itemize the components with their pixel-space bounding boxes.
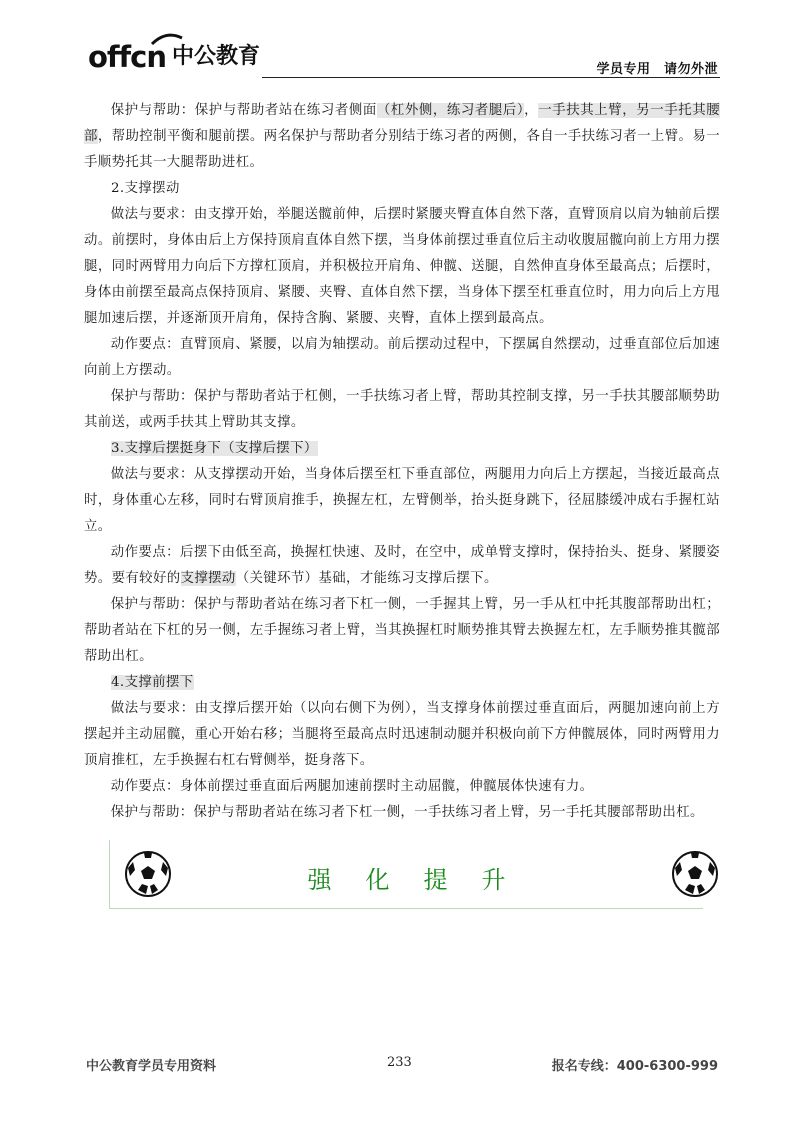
paragraph-protection-2: 保护与帮助：保护与帮助者站于杠侧，一手扶练习者上臂，帮助其控制支撑，另一手扶其腰部顺势助其前送，或两手扶其上臂助其支撑。 xyxy=(84,389,720,430)
heading-text: 2.支撑摆动 xyxy=(111,181,180,196)
highlighted-text: 支撑摆动 xyxy=(180,571,236,586)
logo-arc-icon xyxy=(150,32,184,46)
section-heading-2 xyxy=(84,176,720,202)
paragraph-keypoints-3 xyxy=(84,540,720,592)
page-number: 233 xyxy=(387,1055,412,1070)
document-body xyxy=(84,98,720,826)
banner-title: 强化提升 xyxy=(307,866,540,894)
text-run: 动作要点：后摆下由低至高，换握杠快速、及时，在空中，成单臂支撑时，保持抬头、挺身、紧腰姿势。要有较好的 xyxy=(84,545,720,586)
section-heading-3 xyxy=(84,436,720,462)
text-run: ， xyxy=(524,103,539,118)
paragraph-protection-1 xyxy=(84,98,720,176)
heading-text: 4.支撑前摆下 xyxy=(111,675,194,690)
offcn-logo xyxy=(88,42,260,72)
paragraph-keypoints-4: 动作要点：身体前摆过垂直面后两腿加速前摆时主动屈髋，伸髋展体快速有力。 xyxy=(110,779,594,794)
section-heading-4 xyxy=(84,670,720,696)
text-run: 保护与帮助：保护与帮助者站在练习者侧面 xyxy=(110,103,377,118)
paragraph-method-2: 做法与要求：由支撑开始，举腿送髋前伸，后摆时紧腰夹臀直体自然下落，直臂顶肩以肩为轴前后摆动。前摆时，身体由后上方保持顶肩直体自然下摆，当身体前摆过垂直位后主动收腹屈髋向前上方用力摆腿，同时两臂用力向后下方撑杠顶肩，并积极拉开肩角、伸髋、送腿，自然伸直身体至最高点；后摆时，身体由前摆至最高点保持顶肩、紧腰、夹臀、直体自然下摆，当身体下摆至杠垂直位时，用力向后上方甩腿加速后摆，并逐渐顶开肩角，保持含胸、紧腰、夹臀，直体上摆到最高点。 xyxy=(84,207,720,326)
logo-wordmark: offcn xyxy=(88,40,166,74)
text-run: （关键环节）基础，才能练习支撑后摆下。 xyxy=(235,571,498,586)
footer-hotline: 报名专线：400-6300-999 xyxy=(551,1059,718,1074)
section-banner xyxy=(109,840,703,909)
header-tag: 学员专用 请勿外泄 xyxy=(596,62,718,77)
logo-chinese: 中公教育 xyxy=(172,44,261,69)
paragraph-keypoints-2: 动作要点：直臂顶肩、紧腰，以肩为轴摆动。前后摆动过程中，下摆属自然摆动，过垂直部位后加速向前上方摆动。 xyxy=(84,337,720,378)
paragraph-method-3: 做法与要求：从支撑摆动开始，当身体后摆至杠下垂直部位，两腿用力向后上方摆起，当接近最高点时，身体重心左移，同时右臂顶肩推手，换握左杠，左臂侧举，抬头挺身跳下，径屈膝缓冲成右手握杠站立。 xyxy=(84,467,720,534)
paragraph-method-4: 做法与要求：由支撑后摆开始（以向右侧下为例），当支撑身体前摆过垂直面后，两腿加速向前上方摆起并主动屈髋，重心开始右移；当腿将至最高点时迅速制动腿并积极向前下方伸髋展体，同时两臂用力顶肩推杠，左手换握右杠右臂侧举，挺身落下。 xyxy=(84,701,720,768)
highlighted-text: （杠外侧，练习者腿后） xyxy=(376,103,525,118)
paragraph-protection-4: 保护与帮助：保护与帮助者站在练习者下杠一侧，一手扶练习者上臂，另一手托其腰部帮助出杠。 xyxy=(110,805,704,820)
text-run: ，帮助控制平衡和腿前摆。两名保护与帮助者分别结于练习者的两侧，各自一手扶练习者一上臂。易一手顺势托其一大腿帮助进杠。 xyxy=(84,129,720,170)
soccer-ball-icon xyxy=(671,850,719,898)
footer-label: 中公教育学员专用资料 xyxy=(86,1059,217,1074)
header-rule xyxy=(262,77,720,78)
page-header xyxy=(0,0,800,90)
highlighted-text: 一手扶其上臂，另一手托其腰部 xyxy=(84,103,721,144)
heading-text: 3.支撑后摆挺身下（支撑后摆下） xyxy=(111,441,318,456)
page-footer xyxy=(0,1055,800,1075)
paragraph-protection-3: 保护与帮助：保护与帮助者站在练习者下杠一侧，一手握其上臂，另一手从杠中托其腹部帮助出杠；帮助者站在下杠的另一侧，左手握练习者上臂，当其换握杠时顺势推其臂去换握左杠，左手顺势推其髋部帮助出杠。 xyxy=(84,597,720,664)
